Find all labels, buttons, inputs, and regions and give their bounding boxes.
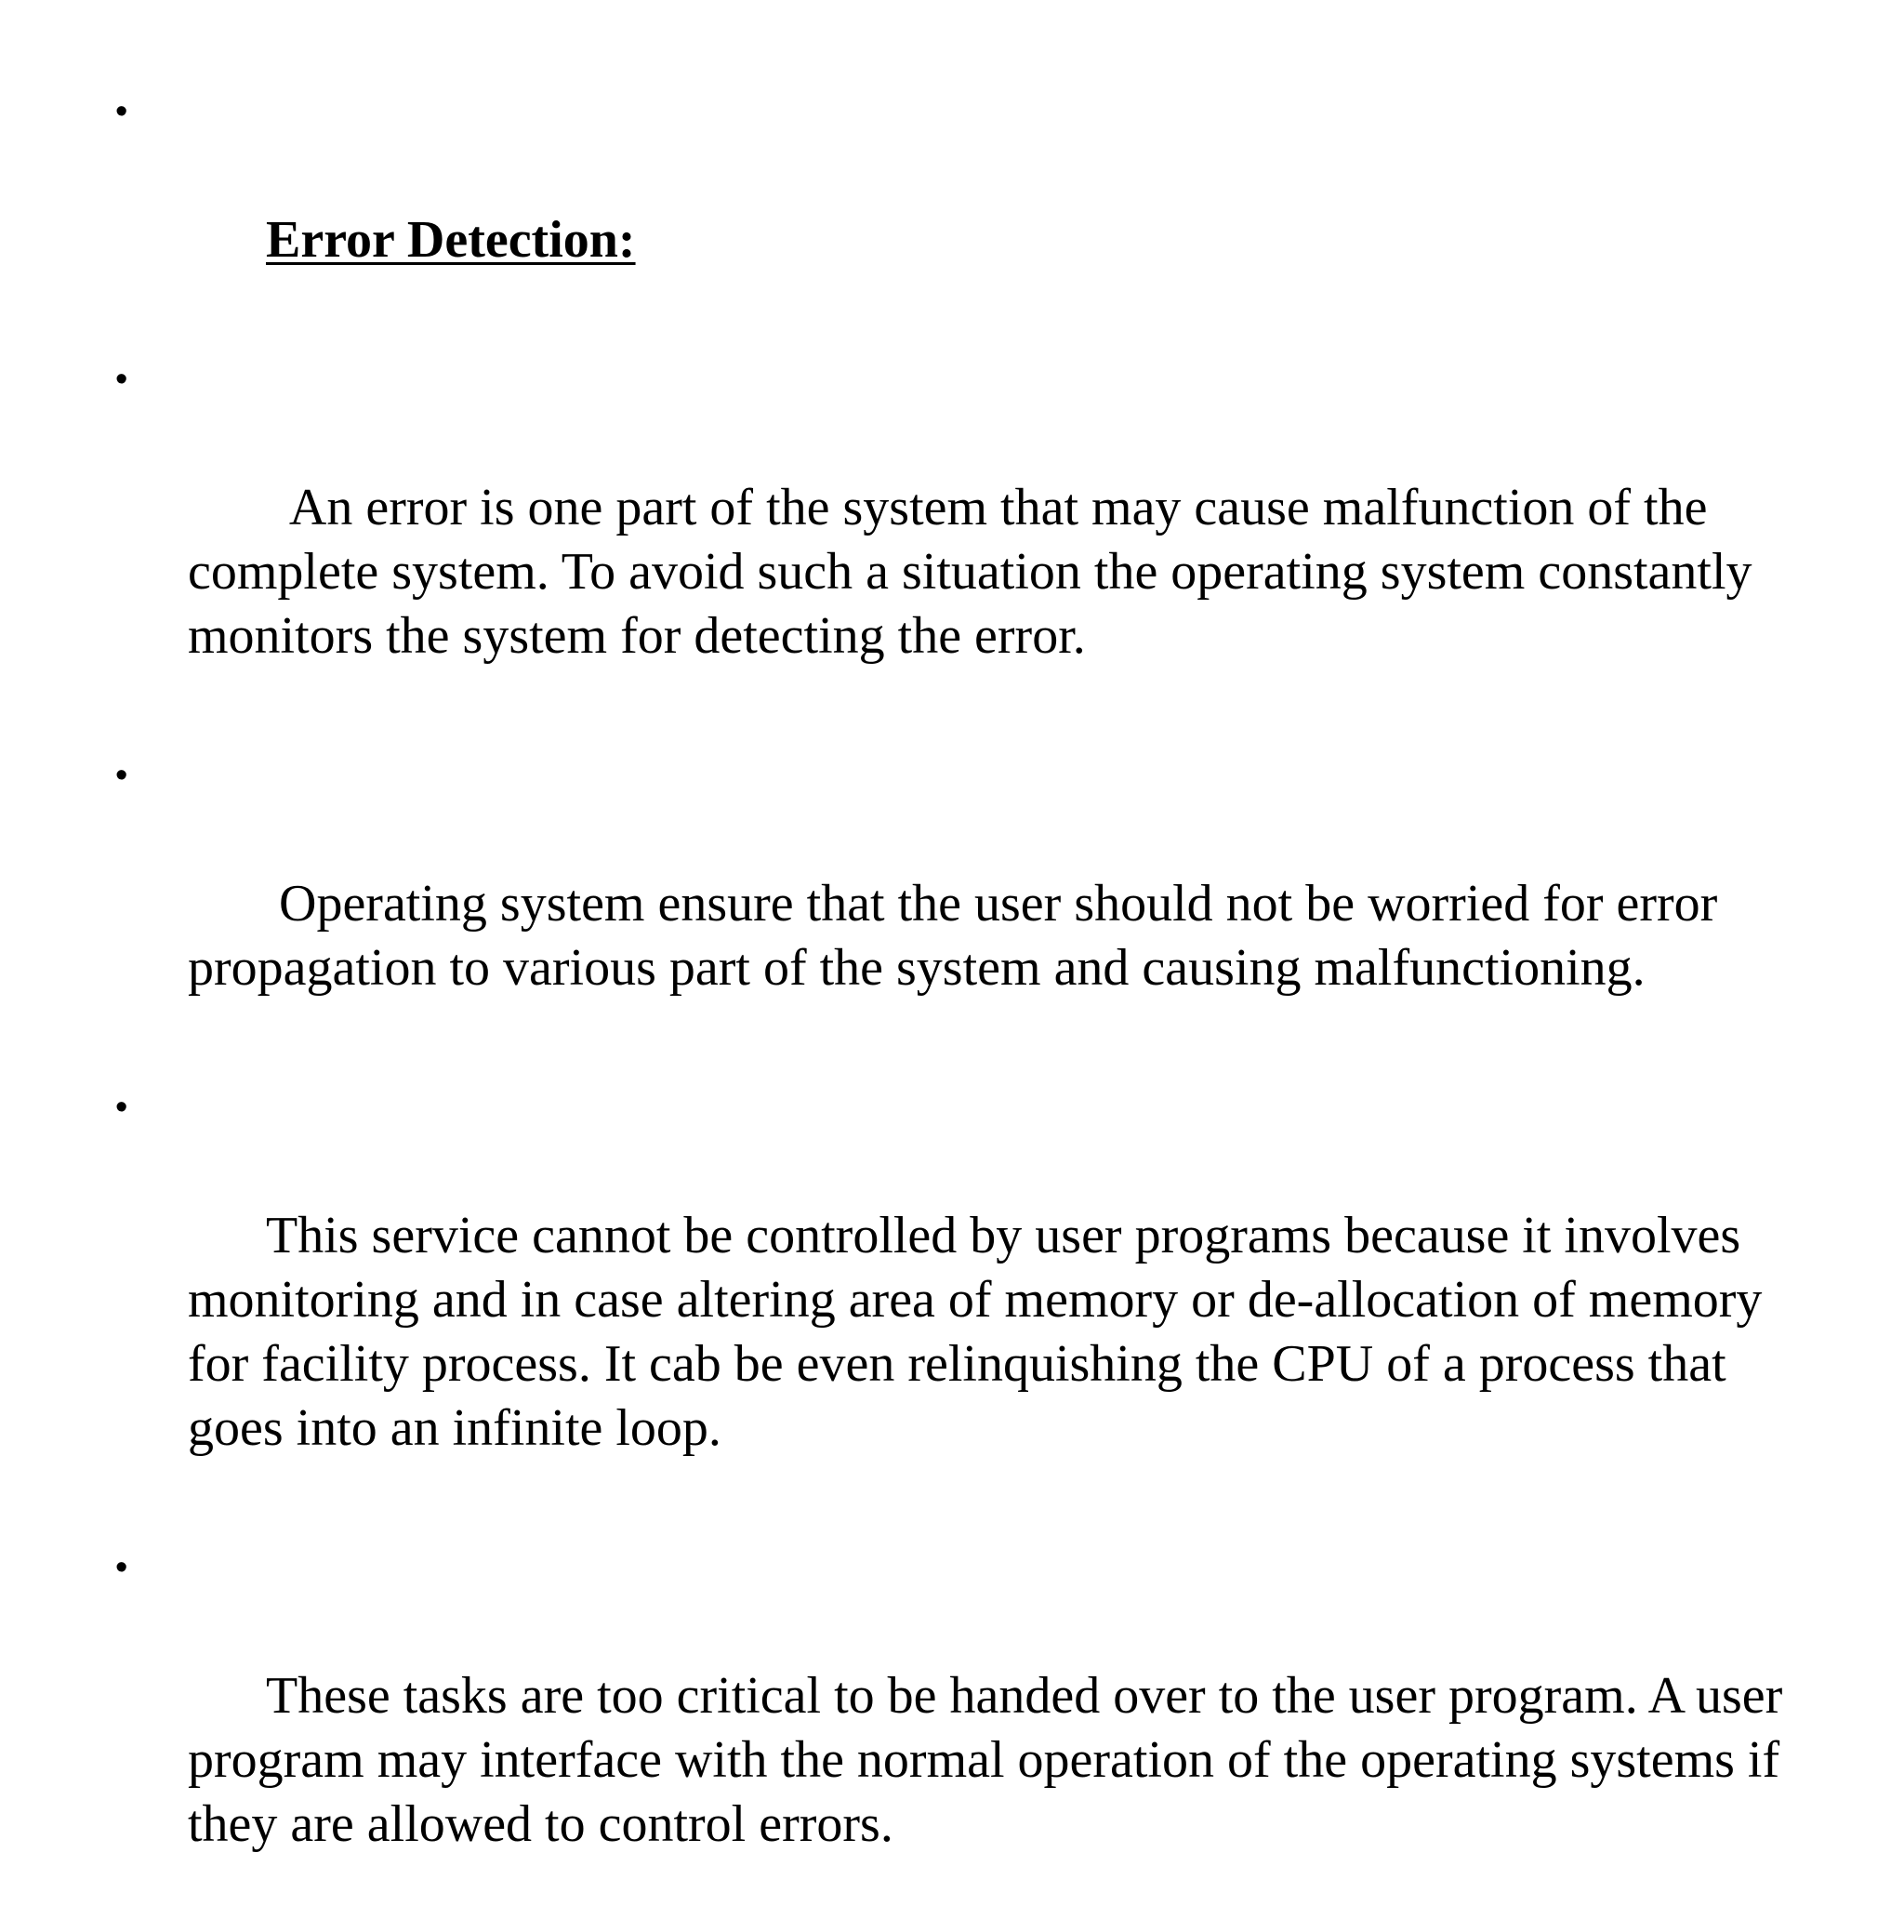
bullet-dot-icon: • [115,1088,128,1127]
bullet-item [115,1536,1807,1921]
bullet-text: An error is one part of the system that may cause malfunction of the complete system. To avoid such a situation the operating system constantly monitors the system for detecting the error. [188,479,1765,665]
section-heading: Error Detection: [266,211,636,269]
bullet-dot-icon: • [115,1548,128,1587]
bullet-text: Operating system ensure that the user should not be worried for error propagation to various part of the system and causing malfunctioning. [188,875,1731,997]
bullet-dot-icon: • [115,360,128,399]
bullet-dot-icon: • [115,92,128,131]
bullet-item [115,744,1807,1065]
bullet-text: These tasks are too critical to be handed over to the user program. A user program may interface with the normal operation of the operating systems if they are allowed to control errors. [188,1667,1796,1853]
bullet-list [115,80,1807,1932]
bullet-item [115,348,1807,733]
bullet-item-heading [115,80,1807,337]
bullet-item [115,1076,1807,1525]
bullet-dot-icon: • [115,756,128,795]
bullet-text: This service cannot be controlled by user programs because it involves monitoring and in case altering area of memory or de-allocation of memory for facility process. It cab be even relinquishing the CPU of a process that goes into an infinite loop. [188,1207,1776,1457]
